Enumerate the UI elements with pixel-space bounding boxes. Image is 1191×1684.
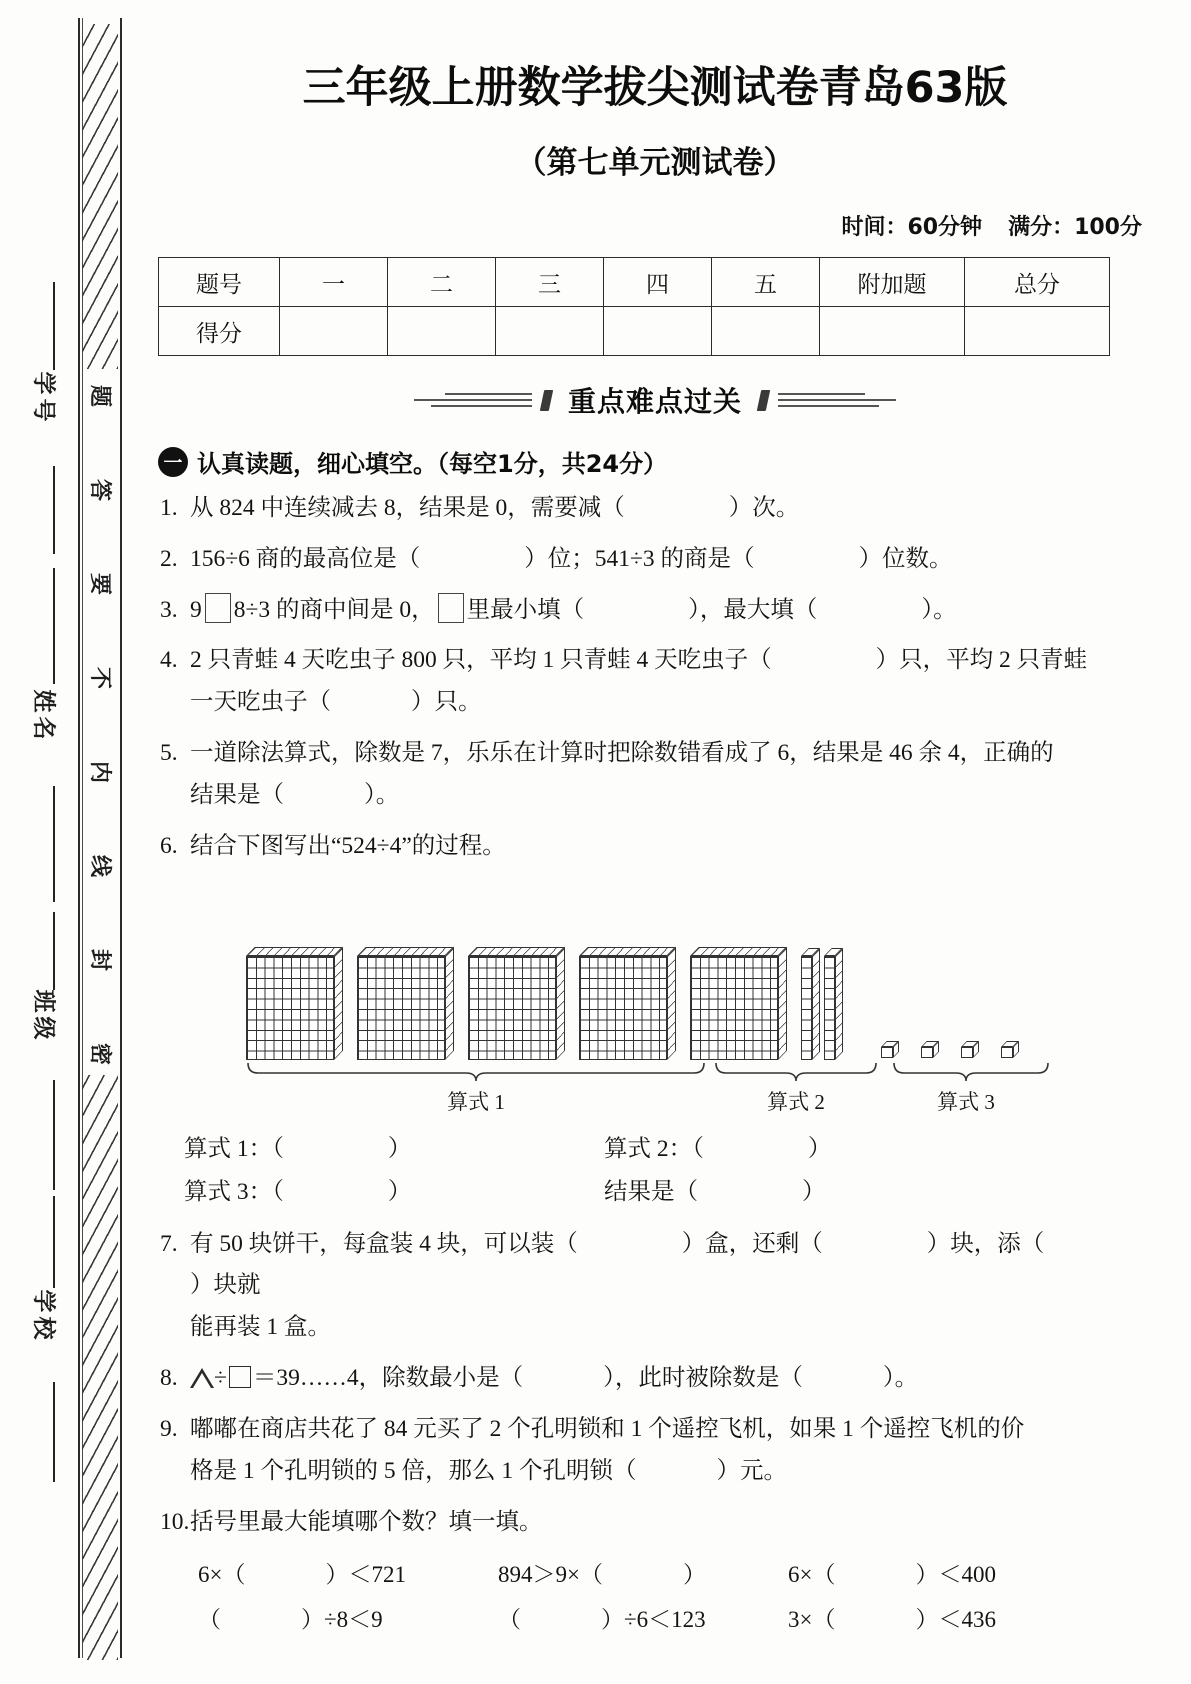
ten-rod-group (801, 948, 841, 1060)
expression-item (498, 1553, 788, 1598)
question-line (190, 1358, 1154, 1400)
brace-label-2: 算式 2 (767, 1089, 825, 1114)
question-text: 156÷6 商的最高位是（ (190, 545, 421, 572)
question-text: ）。 (364, 781, 400, 808)
score-cell-2[interactable] (388, 307, 496, 356)
question-text: 括号里最大能填哪个数？填一填。 (190, 1508, 543, 1535)
block-front-face (961, 1047, 973, 1058)
seal-warning-column (82, 385, 118, 1065)
block-top-face (468, 947, 565, 956)
question-line (190, 539, 1154, 581)
question-text: ）。 (882, 1365, 919, 1392)
expression-item (788, 1553, 1068, 1598)
block-front-face (357, 956, 445, 1060)
expression-suffix: ）＜436 (915, 1607, 996, 1633)
q6-close-1: ） (387, 1135, 412, 1162)
question-line (190, 1307, 1154, 1349)
expression-item (788, 1598, 1068, 1643)
q6-answer-cell (184, 1171, 604, 1214)
block-front-face (690, 956, 778, 1060)
question-text: 结合下图写出“524÷4”的过程。 (190, 832, 506, 859)
unit-cube-block (961, 1041, 979, 1058)
question-number: 3. (160, 596, 178, 623)
q10-expression-grid (198, 1553, 1160, 1643)
block-front-face (1001, 1047, 1013, 1058)
question-text: ）位数。 (858, 545, 953, 572)
expression-suffix: ）＜400 (915, 1562, 996, 1588)
block-front-face (921, 1047, 933, 1058)
question-body (190, 590, 1154, 632)
banner-title: 重点难点过关 (567, 385, 742, 418)
seal-field-school (18, 1289, 74, 1344)
question-line (190, 1502, 1154, 1544)
q6-label-3: 算式 3：（ (184, 1179, 284, 1206)
question-text: ）次。 (728, 495, 800, 521)
block-front-face (824, 956, 835, 1060)
seal-field-label: 学校 (31, 1289, 57, 1344)
block-top-face (246, 947, 343, 956)
expression-suffix: ） (682, 1562, 706, 1588)
question-line (190, 826, 1154, 868)
exam-meta (150, 182, 1160, 241)
digit-box[interactable] (205, 593, 231, 623)
q6-answer-cell (604, 1128, 1024, 1171)
block-front-face (881, 1047, 893, 1058)
block-side-face (556, 946, 565, 1059)
hundred-flat-block (468, 948, 563, 1060)
question-list-part-a (150, 488, 1160, 868)
unit-cube-block (1001, 1041, 1019, 1058)
brace-1 (248, 1063, 704, 1081)
question-text: ）元。 (716, 1457, 787, 1484)
question-item (160, 488, 1154, 530)
question-body (190, 640, 1154, 724)
banner-tick-right-icon (757, 390, 770, 411)
question-line (190, 1451, 1154, 1493)
score-cell-6[interactable] (820, 307, 965, 356)
question-text: 8÷3 的商中间是 0， (233, 596, 435, 623)
question-text: ）位；541÷3 的商是（ (524, 545, 755, 572)
question-item (160, 640, 1154, 724)
question-body (190, 1358, 1154, 1400)
block-front-face (468, 956, 556, 1060)
block-front-face (801, 956, 812, 1060)
unit-cube-block (881, 1041, 899, 1058)
seal-hatch-bottom (82, 1075, 118, 1660)
question-number: 7. (160, 1230, 178, 1257)
question-body (190, 1502, 1154, 1544)
table-row-header (159, 258, 1110, 307)
seal-rule-school-b (53, 1382, 55, 1482)
question-line (190, 488, 1154, 530)
question-item (160, 826, 1154, 868)
block-side-face (334, 946, 343, 1059)
expression-row (198, 1598, 1160, 1643)
expression-item (198, 1553, 498, 1598)
question-line (190, 682, 1154, 724)
question-text: 结果是（ (190, 781, 284, 808)
score-cell-3[interactable] (496, 307, 604, 356)
question-number: 8. (160, 1365, 178, 1392)
expression-prefix: （ (498, 1607, 521, 1633)
score-table-col-4: 四 (604, 258, 712, 307)
banner-rules-right (778, 393, 896, 408)
question-body (190, 488, 1154, 530)
q6-answer-cell (184, 1128, 604, 1171)
question-text: ）。 (921, 596, 957, 623)
question-body (190, 539, 1154, 581)
block-front-face (579, 956, 667, 1060)
question-number: 2. (160, 545, 178, 572)
question-text: ＝39……4，除数最小是（ (252, 1365, 524, 1392)
question-number: 10. (160, 1508, 190, 1535)
hundred-flat-block (579, 948, 674, 1060)
question-text: ）盒，还剩（ (681, 1230, 823, 1257)
seal-rule-name-b (53, 786, 55, 902)
question-text: 有 50 块饼干，每盒装 4 块，可以装（ (190, 1230, 578, 1257)
seal-warning-char-3: 不 (87, 666, 113, 690)
question-item (160, 539, 1154, 581)
block-side-face (812, 947, 820, 1059)
score-cell-7[interactable] (965, 307, 1110, 356)
banner-rules-left (414, 393, 532, 408)
seal-field-class (18, 989, 74, 1044)
hundred-flat-block (246, 948, 341, 1060)
question-text: 里最小填（ (466, 596, 585, 623)
banner-tick-left-icon (540, 390, 553, 411)
seal-warning-char-0: 题 (87, 384, 113, 408)
expression-prefix: 3×（ (788, 1607, 836, 1633)
expression-suffix: ）＜721 (325, 1562, 406, 1588)
seal-rule-class-a (53, 912, 55, 990)
expression-row (198, 1553, 1160, 1598)
question-item (160, 1358, 1154, 1400)
hundred-flat-block (690, 948, 785, 1060)
seal-sidebar (0, 0, 132, 1684)
seal-field-label: 班级 (31, 989, 57, 1044)
section-banner (150, 380, 1160, 420)
base-ten-blocks-diagram (150, 882, 1160, 1114)
block-top-face (579, 947, 676, 956)
brace-group (150, 1060, 1160, 1082)
question-body (190, 1409, 1154, 1493)
score-table-col-6: 附加题 (820, 258, 965, 307)
unit-cube-group (881, 1041, 1019, 1060)
page-subtitle: （第七单元测试卷） (515, 145, 795, 181)
score-table-row-label: 得分 (159, 307, 280, 356)
question-line (190, 1224, 1154, 1308)
seal-warning-char-7: 密 (87, 1042, 113, 1066)
question-text: 一天吃虫子（ (190, 689, 331, 716)
score-table-row-label: 题号 (159, 258, 280, 307)
seal-rule-student-id-a (53, 282, 55, 370)
unit-cube-block (921, 1041, 939, 1058)
question-item (160, 1224, 1154, 1349)
score-table-col-2: 二 (388, 258, 496, 307)
score-table (158, 257, 1110, 356)
question-line (190, 775, 1154, 817)
seal-rule-name-a (53, 568, 55, 684)
q6-answer-grid (184, 1128, 1160, 1215)
q6-label-4: 结果是（ (604, 1179, 698, 1206)
q6-answer-row (184, 1128, 1160, 1171)
score-cell-4[interactable] (604, 307, 712, 356)
question-text: ）块就 (190, 1272, 261, 1299)
question-list-part-b (150, 1224, 1160, 1544)
seal-warning-char-1: 答 (87, 478, 113, 502)
brace-3 (894, 1063, 1048, 1081)
score-table-col-3: 三 (496, 258, 604, 307)
block-side-face (835, 947, 843, 1059)
section-title: 认真读题，细心填空。（每空1分，共24分） (197, 450, 668, 478)
total-score-label: 满分：100分 (1008, 215, 1142, 240)
expression-item (198, 1598, 498, 1643)
question-text: 2 只青蛙 4 天吃虫子 800 只，平均 1 只青蛙 4 天吃虫子（ (190, 647, 772, 674)
question-item (160, 590, 1154, 632)
triangle-placeholder-icon[interactable] (190, 1368, 214, 1388)
question-text: ）只，平均 2 只青蛙 (875, 647, 1088, 674)
question-body (190, 826, 1154, 868)
score-cell-5[interactable] (712, 307, 820, 356)
expression-prefix: 6×（ (198, 1562, 246, 1588)
time-label: 时间：60分钟 (841, 215, 983, 240)
page-title: 三年级上册数学拔尖测试卷青岛63版 (302, 63, 1008, 113)
expression-item (498, 1598, 788, 1643)
section-heading (158, 444, 1160, 479)
block-top-face (690, 947, 787, 956)
seal-field-label: 姓名 (31, 689, 57, 744)
block-side-face (667, 946, 676, 1059)
expression-suffix: ）÷6＜123 (601, 1607, 706, 1633)
seal-field-student-id (18, 371, 74, 426)
question-number: 1. (160, 495, 178, 521)
seal-warning-char-4: 内 (87, 760, 113, 784)
seal-warning-char-6: 封 (87, 948, 113, 972)
hundred-flat-block (357, 948, 452, 1060)
question-body (190, 1224, 1154, 1349)
expression-prefix: （ (198, 1607, 221, 1633)
seal-field-name (18, 689, 74, 744)
q6-label-1: 算式 1：（ (184, 1135, 284, 1162)
question-text: 格是 1 个孔明锁的 5 倍，那么 1 个孔明锁（ (190, 1457, 637, 1484)
seal-warning-char-5: 线 (87, 854, 113, 878)
q6-answer-row (184, 1171, 1160, 1214)
section-number-badge: 一 (158, 447, 188, 477)
seal-rule-student-id-b (53, 466, 55, 554)
brace-label-1: 算式 1 (447, 1089, 505, 1114)
brace-label-row (150, 1086, 1160, 1116)
block-front-face (246, 956, 334, 1060)
q6-answer-cell (604, 1171, 1024, 1214)
blocks-row (246, 948, 1019, 1060)
question-text: ÷ (214, 1365, 227, 1392)
digit-box[interactable] (438, 593, 464, 623)
seal-warning-char-2: 要 (87, 572, 113, 596)
q6-close-3: ） (387, 1179, 412, 1206)
seal-hatch-top (82, 24, 118, 369)
q6-label-2: 算式 2：（ (604, 1135, 704, 1162)
ten-rod-block (801, 948, 818, 1060)
seal-rule-school-a (53, 1196, 55, 1288)
seal-rule-class-b (53, 1080, 55, 1190)
score-table-col-7: 总分 (965, 258, 1110, 307)
question-text: 9 (190, 596, 202, 623)
score-table-col-5: 五 (712, 258, 820, 307)
q6-close-2: ） (807, 1135, 832, 1162)
question-number: 9. (160, 1415, 178, 1442)
question-number: 4. (160, 647, 178, 674)
question-text: 一道除法算式，除数是 7，乐乐在计算时把除数错看成了 6，结果是 46 余 4，正确的 (190, 740, 1054, 767)
question-text: 能再装 1 盒。 (190, 1314, 331, 1341)
question-text: ），最大填（ (688, 596, 818, 623)
question-text: 嘟嘟在商店共花了 84 元买了 2 个孔明锁和 1 个遥控飞机，如果 1 个遥控飞机的价 (190, 1415, 1025, 1442)
brace-2 (716, 1063, 876, 1081)
question-body (190, 733, 1154, 817)
q6-close-4: ） (802, 1179, 826, 1206)
question-line (190, 590, 1154, 632)
table-row-score (159, 307, 1110, 356)
question-text: ）只。 (411, 689, 482, 716)
block-side-face (445, 946, 454, 1059)
question-number: 5. (160, 740, 178, 767)
question-text: ），此时被除数是（ (603, 1365, 803, 1392)
question-number: 6. (160, 832, 178, 859)
question-item (160, 733, 1154, 817)
block-side-face (778, 946, 787, 1059)
question-line (190, 733, 1154, 775)
exam-content (150, 0, 1160, 1684)
ten-rod-block (824, 948, 841, 1060)
question-line (190, 640, 1154, 682)
question-item (160, 1409, 1154, 1493)
square-placeholder-icon[interactable] (229, 1366, 251, 1388)
seal-field-label: 学号 (31, 371, 57, 426)
expression-prefix: 6×（ (788, 1562, 836, 1588)
question-line (190, 1409, 1154, 1451)
question-text: ）块，添（ (926, 1230, 1045, 1257)
question-text: 从 824 中连续减去 8，结果是 0，需要减（ (190, 495, 625, 521)
expression-suffix: ）÷8＜9 (301, 1607, 383, 1633)
block-top-face (357, 947, 454, 956)
question-item (160, 1502, 1154, 1544)
expression-prefix: 894＞9×（ (498, 1562, 603, 1588)
brace-label-3: 算式 3 (937, 1089, 995, 1114)
score-table-col-1: 一 (280, 258, 388, 307)
score-cell-1[interactable] (280, 307, 388, 356)
